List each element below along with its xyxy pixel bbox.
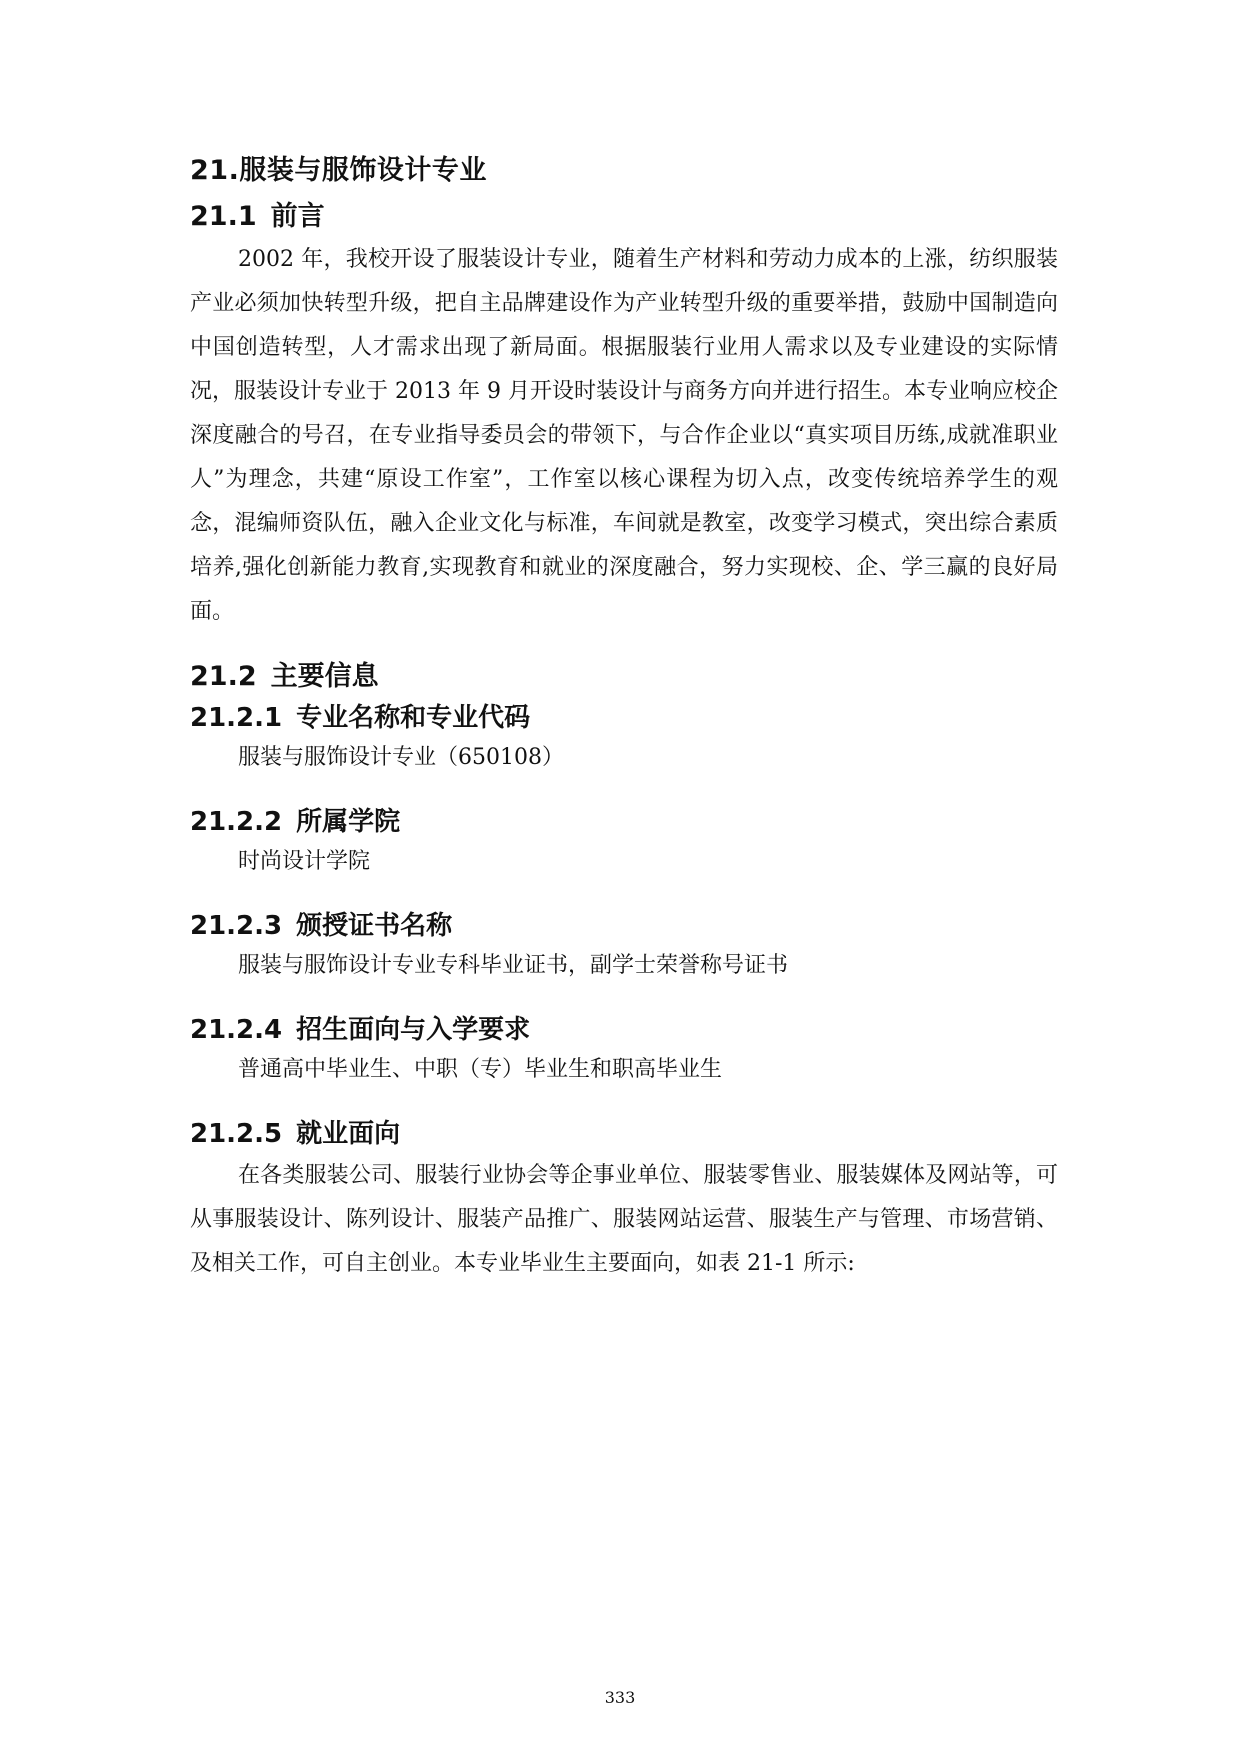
subsection-title: 所属学院 bbox=[296, 807, 401, 837]
admission-text: 普通高中毕业生、中职（专）毕业生和职高毕业生 bbox=[238, 1057, 723, 1082]
subsection-title: 就业面向 bbox=[296, 1119, 401, 1149]
preface-paragraph: 2002 年，我校开设了服装设计专业，随着生产材料和劳动力成本的上涨，纺织服装产业必须加快转型升级，把自主品牌建设作为产业转型升级的重要举措，鼓励中国制造向中国创造转型，人才需求出现了新局面。根据服装行业用人需求以及专业建设的实际情况，服装设计专业于 2013 年 9 月开设时装设计与商务方向并进行招生。本专业响应校企深度融合的号召，在专业指导委员会的带领下，与合作企业以“真实项目历练,成就准职业人”为理念，共建“原设工作室”，工作室以核心课程为切入点，改变传统培养学生的观念，混编师资队伍，融入企业文化与标准，车间就是教室，改变学习模式，突出综合素质培养,强化创新能力教育,实现教育和就业的深度融合，努力实现校、企、学三赢的良好局面。 bbox=[190, 247, 1058, 624]
section-title: 主要信息 bbox=[270, 661, 379, 692]
section-number: 21.2 bbox=[190, 661, 257, 692]
subsection-title: 专业名称和专业代码 bbox=[296, 703, 531, 733]
subsection-title: 招生面向与入学要求 bbox=[296, 1015, 531, 1045]
subsection-number: 21.2.1 bbox=[190, 703, 283, 733]
page-number: 333 bbox=[604, 1688, 636, 1707]
subsection-title: 颁授证书名称 bbox=[296, 911, 453, 941]
subsection-number: 21.2.4 bbox=[190, 1015, 283, 1045]
page-content bbox=[190, 150, 1058, 1286]
section-heading-preface bbox=[190, 196, 1058, 238]
college-text: 时尚设计学院 bbox=[238, 849, 371, 874]
section-number: 21.1 bbox=[190, 201, 257, 232]
subsection-heading-college bbox=[190, 802, 1058, 842]
subsection-heading-employment bbox=[190, 1114, 1058, 1154]
subsection-number: 21.2.2 bbox=[190, 807, 283, 837]
subsection-number: 21.2.5 bbox=[190, 1119, 283, 1149]
section-heading-main-info bbox=[190, 656, 1058, 698]
employment-paragraph: 在各类服装公司、服装行业协会等企事业单位、服装零售业、服装媒体及网站等，可从事服装设计、陈列设计、服装产品推广、服装网站运营、服装生产与管理、市场营销、及相关工作，可自主创业。本专业毕业生主要面向，如表 21-1 所示: bbox=[190, 1163, 1058, 1276]
section-title: 前言 bbox=[270, 201, 325, 232]
subsection-heading-major-name bbox=[190, 698, 1058, 738]
chapter-title: 21.服装与服饰设计专业 bbox=[190, 155, 487, 186]
subsection-heading-admission bbox=[190, 1010, 1058, 1050]
subsection-heading-certificate bbox=[190, 906, 1058, 946]
subsection-number: 21.2.3 bbox=[190, 911, 283, 941]
major-name-text: 服装与服饰设计专业（650108） bbox=[238, 745, 564, 770]
certificate-text: 服装与服饰设计专业专科毕业证书，副学士荣誉称号证书 bbox=[238, 953, 789, 978]
